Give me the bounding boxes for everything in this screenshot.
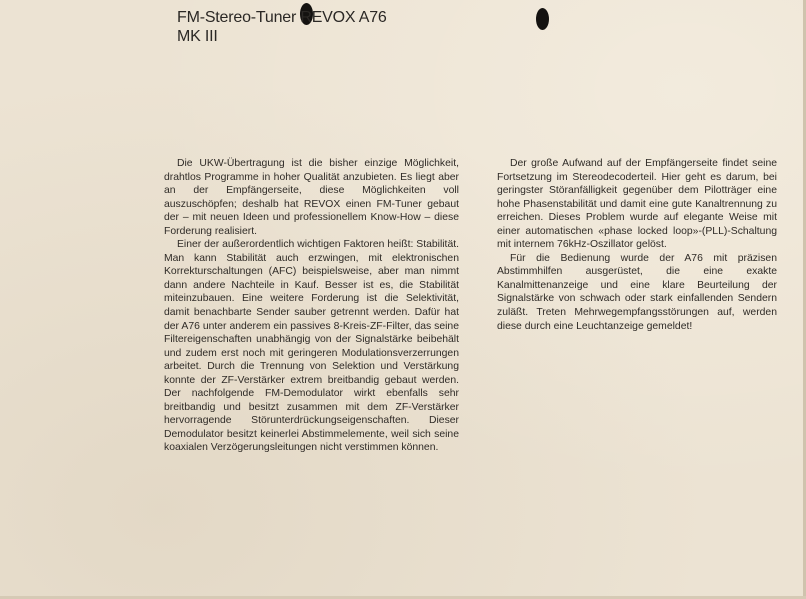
paragraph: Für die Bedienung wurde der A76 mit präzisen Abstimmhilfen ausgerüstet, die eine exakte Kanalmittenanzeige und eine klare Beurteilung der Signalstärke von schwach oder stark einfallenden Sendern zuläßt. Treten Mehrwegempfangsstörungen auf, werden diese durch eine Leuchtanzeige gemeldet! <box>497 252 777 332</box>
paragraph: Die UKW-Übertragung ist die bisher einzige Möglichkeit, drahtlos Programme in hoher Qualität anzubieten. Es liegt aber an der Empfängerseite, diese Möglichkeiten voll auszuschöpfen; deshalb hat REVOX einen FM-Tuner gebaut der – mit neuen Ideen und professionellem Know-How – diese Forderung realisiert. <box>164 158 459 237</box>
paragraph: Der große Aufwand auf der Empfängerseite findet seine Fortsetzung im Stereodecoderteil. Hier geht es darum, bei geringster Störanfälligkeit gegenüber dem Pilotträger eine hohe Phasenstabilität und damit eine gute Kanaltrennung zu erreichen. Dieses Problem wurde auf elegante Weise mit einer automatischen «phase locked loop»-(PLL)-Schaltung mit internem 76kHz-Oszillator gelöst. <box>497 158 777 251</box>
left-text-column <box>164 157 459 455</box>
punch-hole-right <box>536 8 549 30</box>
title-line-2: MK III <box>177 28 218 45</box>
right-text-column <box>497 157 777 333</box>
page-title <box>177 8 387 46</box>
title-line-1: FM-Stereo-Tuner REVOX A76 <box>177 9 387 26</box>
paragraph: Einer der außerordentlich wichtigen Faktoren heißt: Stabilität. Man kann Stabilität auch erzwingen, mit elektronischen Korrekturschaltungen (AFC) beispielsweise, aber man nimmt dann andere Nachteile in Kauf. Besser ist es, die Stabilität miteinzubauen. Eine weitere Forderung ist die Selektivität, damit benachbarte Sender sauber getrennt werden. Dafür hat der A76 unter anderem ein passives 8-Kreis-ZF-Filter, das seine Filtereigenschaften unabhängig von der Signalstärke beibehält und zudem erst noch mit geringeren Modulationsverzerrungen arbeitet. Durch die Trennung von Selektion und Verstärkung konnte der ZF-Verstärker extrem breitbandig gebaut werden. Der nachfolgende FM-Demodulator wirkt ebenfalls sehr breitbandig und besitzt zusammen mit dem ZF-Verstärker hervorragende Störunterdrückungseigenschaften. Dieser Demodulator besitzt keinerlei Abstimmelemente, weil sich seine koaxialen Verzögerungsleitungen nicht verstimmen können. <box>164 239 459 454</box>
